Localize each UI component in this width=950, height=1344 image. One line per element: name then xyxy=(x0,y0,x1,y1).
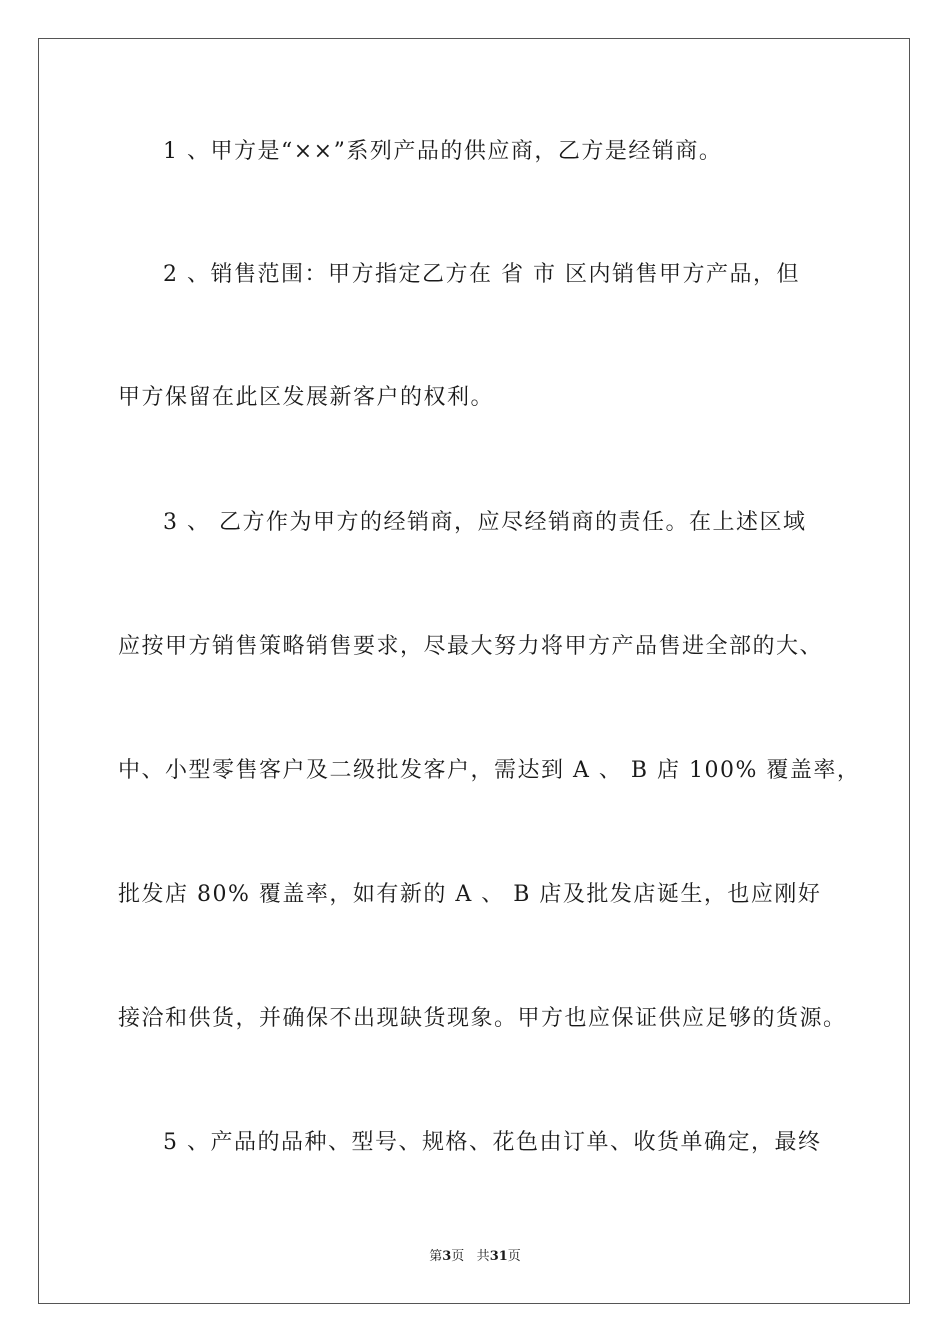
paragraph-3-line-1: 3 、 乙方作为甲方的经销商，应尽经销商的责任。在上述区域 xyxy=(163,510,807,535)
footer-page-suffix: 页 xyxy=(451,1249,465,1264)
paragraph-3-line-2: 应按甲方销售策略销售要求，尽最大努力将甲方产品售进全部的大、 xyxy=(118,634,824,659)
paragraph-1-line-1: 1 、甲方是“××”系列产品的供应商，乙方是经销商。 xyxy=(163,139,723,164)
footer-total-suffix: 页 xyxy=(507,1249,521,1264)
paragraph-2-line-2: 甲方保留在此区发展新客户的权利。 xyxy=(118,385,495,410)
paragraph-2-line-1: 2 、销售范围：甲方指定乙方在 省 市 区内销售甲方产品，但 xyxy=(163,262,800,287)
paragraph-5-line-1: 5 、产品的品种、型号、规格、花色由订单、收货单确定，最终 xyxy=(163,1130,822,1155)
page-border xyxy=(38,38,910,1304)
paragraph-3-line-4: 批发店 80% 覆盖率，如有新的 A 、 B 店及批发店诞生，也应刚好 xyxy=(118,882,822,907)
footer-current-page: 3 xyxy=(442,1249,452,1264)
footer-total-prefix: 共 xyxy=(476,1249,490,1264)
page-number-footer xyxy=(0,1249,950,1265)
paragraph-3-line-3: 中、小型零售客户及二级批发客户，需达到 A 、 B 店 100% 覆盖率， xyxy=(118,758,861,783)
footer-total-pages: 31 xyxy=(489,1249,508,1264)
paragraph-3-line-5: 接洽和供货，并确保不出现缺货现象。甲方也应保证供应足够的货源。 xyxy=(118,1006,847,1031)
footer-page-prefix: 第 xyxy=(429,1249,443,1264)
